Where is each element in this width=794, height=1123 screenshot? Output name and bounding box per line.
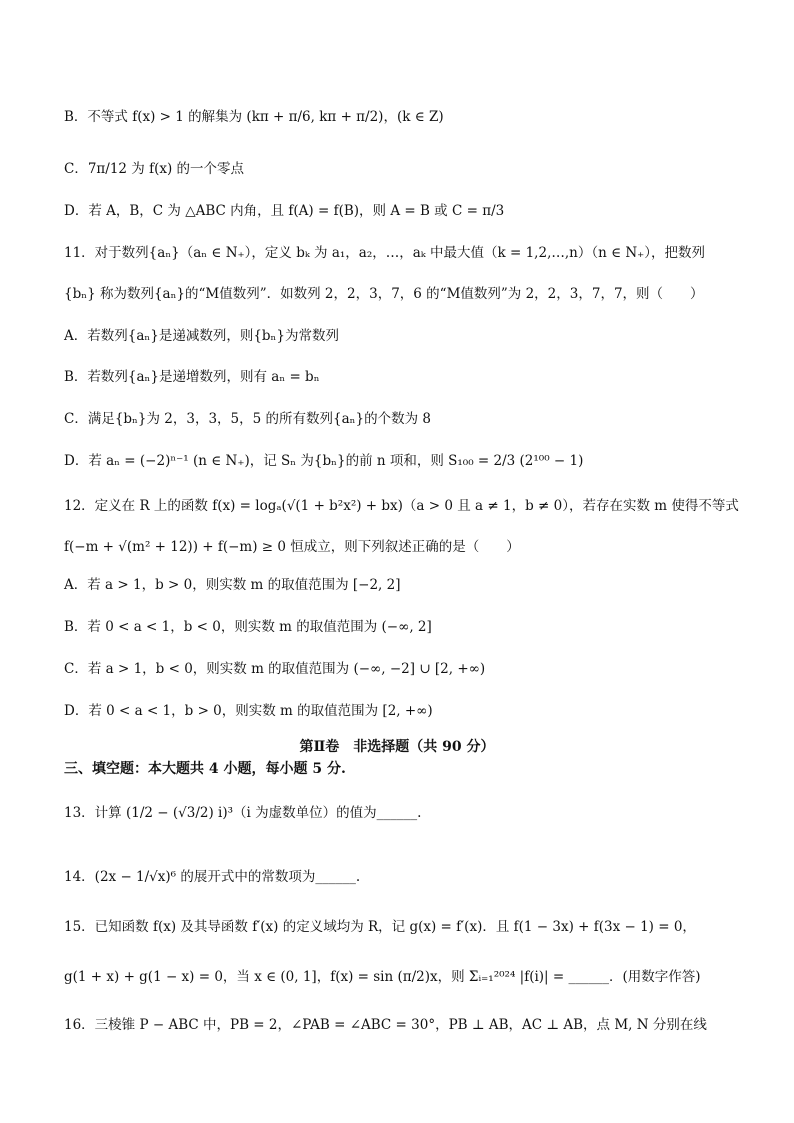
q14: 14．(2x − 1/√x)⁶ 的展开式中的常数项为______.: [64, 869, 361, 885]
q11-option-d: D．若 aₙ = (−2)ⁿ⁻¹ (n ∈ N₊)，记 Sₙ 为{bₙ}的前 n 项和，则 S₁₀₀ = 2/3 (2¹⁰⁰ − 1): [64, 453, 584, 469]
q15-line1: 15．已知函数 f(x) 及其导函数 f′(x) 的定义域均为 R，记 g(x) = f′(x)．且 f(1 − 3x) + f(3x − 1) = 0，: [64, 919, 696, 935]
q15-line2: g(1 + x) + g(1 − x) = 0，当 x ∈ (0, 1]，f(x) = sin (π/2)x，则 Σᵢ₌₁²⁰²⁴ |f(i)| = ______．(用数字作答): [64, 969, 701, 985]
q11-option-a: A．若数列{aₙ}是递减数列，则{bₙ}为常数列: [64, 328, 339, 344]
q11-stem-line1: 11．对于数列{aₙ}（aₙ ∈ N₊），定义 bₖ 为 a₁，a₂，…，aₖ 中最大值（k = 1,2,…,n）（n ∈ N₊），把数列: [64, 245, 706, 261]
q11-stem-line2: {bₙ} 称为数列{aₙ}的“M值数列”．如数列 2，2，3，7，6 的“M值数列”为 2，2，3，7，7，则（ ）: [64, 286, 704, 302]
q12-option-b: B．若 0 < a < 1，b < 0，则实数 m 的取值范围为 (−∞, 2]: [64, 619, 432, 635]
q12-option-a: A．若 a > 1，b > 0，则实数 m 的取值范围为 [−2, 2]: [64, 577, 401, 593]
q13: 13．计算 (1/2 − (√3/2) i)³（i 为虚数单位）的值为______.: [64, 805, 422, 821]
q10-option-d: D．若 A，B，C 为 △ABC 内角，且 f(A) = f(B)，则 A = B 或 C = π/3: [64, 203, 505, 219]
q12-stem-line1: 12．定义在 R 上的函数 f(x) = logₐ(√(1 + b²x²) + bx)（a > 0 且 a ≠ 1，b ≠ 0），若存在实数 m 使得不等式: [64, 498, 739, 514]
q12-stem-line2: f(−m + √(m² + 12)) + f(−m) ≥ 0 恒成立，则下列叙述正确的是（ ）: [64, 539, 520, 555]
q11-option-c: C．满足{bₙ}为 2，3，3，5，5 的所有数列{aₙ}的个数为 8: [64, 411, 431, 427]
q12-option-c: C．若 a > 1，b < 0，则实数 m 的取值范围为 (−∞, −2] ∪ [2, +∞): [64, 661, 486, 677]
q16: 16．三棱锥 P − ABC 中，PB = 2，∠PAB = ∠ABC = 30°，PB ⊥ AB，AC ⊥ AB，点 M, N 分别在线: [64, 1017, 707, 1033]
q10-option-c: C．7π/12 为 f(x) 的一个零点: [64, 161, 245, 177]
q11-option-b: B．若数列{aₙ}是递增数列，则有 aₙ = bₙ: [64, 369, 320, 385]
fill-in-section-header: 三、填空题：本大题共 4 小题，每小题 5 分.: [64, 761, 346, 777]
q12-option-d: D．若 0 < a < 1，b > 0，则实数 m 的取值范围为 [2, +∞): [64, 703, 433, 719]
part2-title: 第Ⅱ卷 非选择题（共 90 分）: [299, 739, 495, 755]
q10-option-b: B．不等式 f(x) > 1 的解集为 (kπ + π/6, kπ + π/2)，(k ∈ Z): [64, 109, 444, 125]
